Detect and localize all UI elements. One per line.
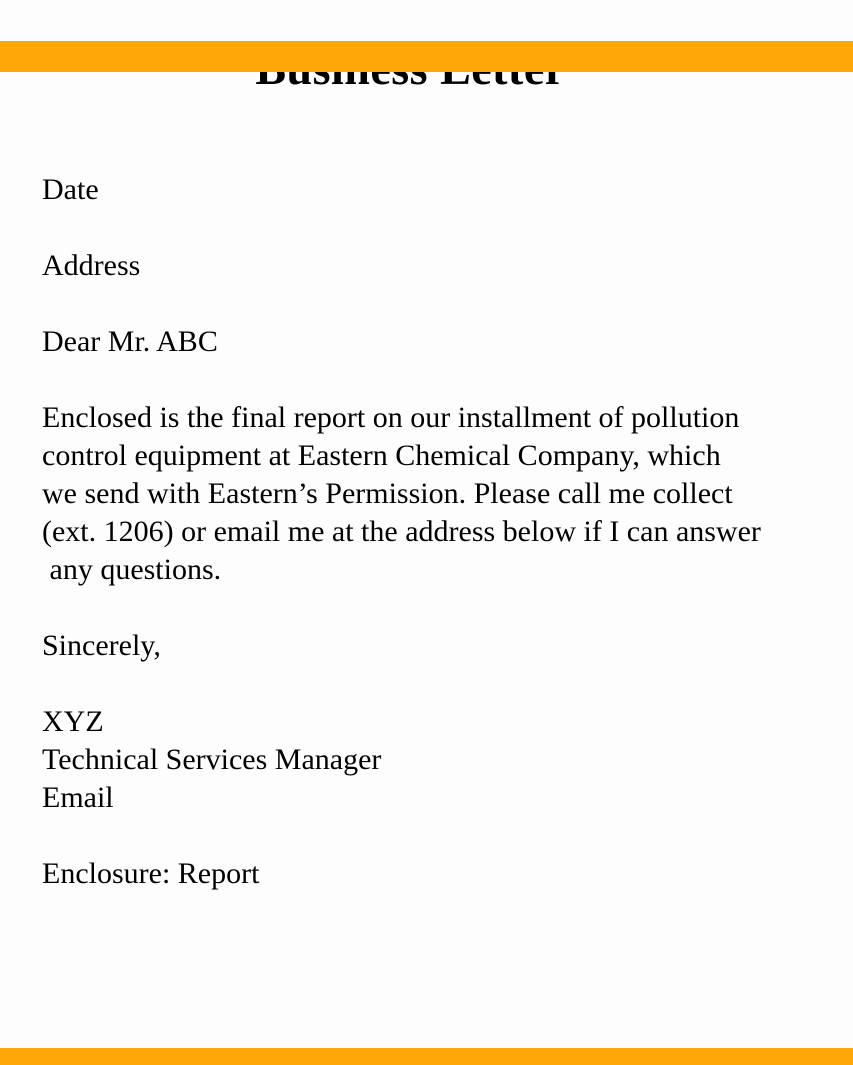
signature-name: XYZ <box>42 705 104 738</box>
salutation-line: Dear Mr. ABC <box>42 325 218 358</box>
top-accent-bar <box>0 41 853 72</box>
letter-body <box>0 171 853 893</box>
body-paragraph <box>42 399 835 589</box>
enclosure-line: Enclosure: Report <box>42 857 260 890</box>
signature-block <box>42 703 835 817</box>
bottom-accent-bar <box>0 1048 853 1065</box>
body-line: any questions. <box>42 553 222 586</box>
signature-title: Technical Services Manager <box>42 743 382 776</box>
closing-line: Sincerely, <box>42 629 161 662</box>
date-line: Date <box>42 173 99 206</box>
body-line: we send with Eastern’s Permission. Please call me collect <box>42 477 733 510</box>
body-line: Enclosed is the final report on our installment of pollution <box>42 401 740 434</box>
body-line: control equipment at Eastern Chemical Company, which <box>42 439 721 472</box>
address-line: Address <box>42 249 141 282</box>
body-line: (ext. 1206) or email me at the address below if I can answer <box>42 515 761 548</box>
signature-email: Email <box>42 781 114 814</box>
